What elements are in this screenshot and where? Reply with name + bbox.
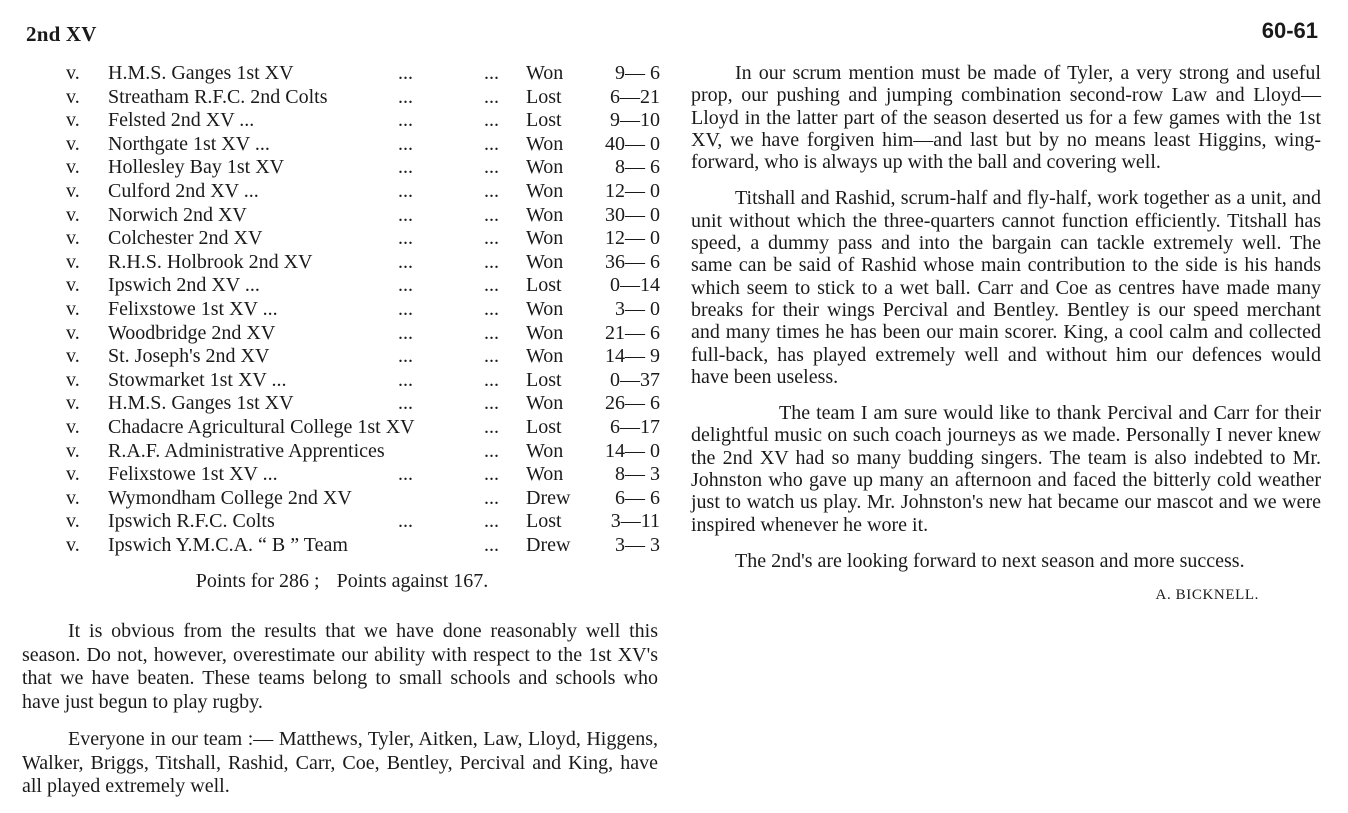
fixture-score: 12— 0 xyxy=(605,227,660,250)
fixture-opponent: Felixstowe 1st XV ... xyxy=(108,463,278,486)
fixture-result: Lost xyxy=(526,510,562,533)
fixture-leader-dots: ... xyxy=(484,415,499,438)
fixture-versus: v. xyxy=(66,486,80,509)
fixture-row xyxy=(22,109,662,133)
fixture-versus: v. xyxy=(66,156,80,179)
fixture-versus: v. xyxy=(66,533,80,556)
fixture-opponent: Felixstowe 1st XV ... xyxy=(108,297,278,320)
fixture-result: Won xyxy=(526,227,564,250)
fixture-result: Lost xyxy=(526,274,562,297)
fixture-leader-dots: ... xyxy=(484,62,499,84)
fixture-versus: v. xyxy=(66,179,80,202)
author-signature: A. BICKNELL. xyxy=(1155,587,1259,604)
fixture-leader-dots: ... xyxy=(484,463,499,486)
fixture-versus: v. xyxy=(66,510,80,533)
fixture-score: 14— 0 xyxy=(605,439,660,462)
fixture-leader-dots: ... xyxy=(398,368,413,391)
fixture-result: Won xyxy=(526,321,564,344)
fixture-leader-dots: ... xyxy=(398,250,413,273)
fixture-row xyxy=(22,369,662,393)
fixture-row xyxy=(22,227,662,251)
fixture-leader-dots: ... xyxy=(484,533,499,556)
left-prose xyxy=(22,620,658,813)
fixture-leader-dots: ... xyxy=(398,345,413,368)
section-title: 2nd XV xyxy=(26,22,97,46)
fixtures-table xyxy=(22,62,662,557)
fixture-versus: v. xyxy=(66,321,80,344)
paragraph-halves: Titshall and Rashid, scrum-half and fly-half, work together as a unit, and unit without which the three-quarters cannot function efficiently. Titshall has speed, a dummy pass and into the bargain can tackle extremely well. The same can be said of Rashid whose main contribution to the side is his hands which seem to stick to a wet ball. Carr and Coe as centres have made many breaks for their wings Percival and Bentley. Bentley is our speed merchant and many times he has been our main scorer. King, a cool calm and collected full-back, has played extremely well and without him our defences would have been useless. xyxy=(691,187,1321,388)
fixture-result: Won xyxy=(526,132,564,155)
fixture-opponent: Streatham R.F.C. 2nd Colts xyxy=(108,85,328,108)
fixture-versus: v. xyxy=(66,368,80,391)
fixture-row xyxy=(22,440,662,464)
fixture-row xyxy=(22,345,662,369)
fixture-versus: v. xyxy=(66,109,80,132)
fixture-leader-dots: ... xyxy=(398,179,413,202)
fixture-result: Won xyxy=(526,156,564,179)
fixture-leader-dots: ... xyxy=(398,463,413,486)
paragraph-next-season: The 2nd's are looking forward to next season and more success. xyxy=(735,549,1245,572)
page-number: 60-61 xyxy=(1261,18,1318,43)
fixture-score: 40— 0 xyxy=(605,132,660,155)
fixture-versus: v. xyxy=(66,297,80,320)
fixture-result: Won xyxy=(526,392,564,415)
fixture-row xyxy=(22,487,662,511)
fixture-score: 6—21 xyxy=(610,85,660,108)
fixture-opponent: St. Joseph's 2nd XV xyxy=(108,345,270,368)
fixture-row xyxy=(22,322,662,346)
fixture-score: 3—11 xyxy=(610,510,660,533)
fixture-result: Won xyxy=(526,463,564,486)
fixture-leader-dots: ... xyxy=(484,250,499,273)
fixture-row xyxy=(22,204,662,228)
fixture-opponent: Felsted 2nd XV ... xyxy=(108,109,255,132)
fixture-opponent: Ipswich 2nd XV ... xyxy=(108,274,260,297)
fixture-score: 14— 9 xyxy=(605,345,660,368)
fixture-row xyxy=(22,62,662,86)
paragraph-results: It is obvious from the results that we have done reasonably well this season. Do not, however, overestimate our ability with respect to the 1st XV's that we have beaten. These teams belong to small schools and schools who have just begun to play rugby. xyxy=(22,620,658,713)
fixture-versus: v. xyxy=(66,274,80,297)
fixture-score: 6—17 xyxy=(610,415,660,438)
fixture-score: 8— 6 xyxy=(615,156,660,179)
fixture-result: Won xyxy=(526,250,564,273)
fixture-leader-dots: ... xyxy=(398,297,413,320)
fixture-opponent: R.H.S. Holbrook 2nd XV xyxy=(108,250,313,273)
fixture-opponent: Wymondham College 2nd XV xyxy=(108,486,352,509)
fixture-versus: v. xyxy=(66,85,80,108)
fixture-leader-dots: ... xyxy=(484,297,499,320)
fixture-score: 0—14 xyxy=(610,274,660,297)
points-against: Points against 167. xyxy=(336,570,489,592)
fixture-result: Lost xyxy=(526,415,562,438)
fixture-leader-dots: ... xyxy=(484,85,499,108)
fixture-opponent: H.M.S. Ganges 1st XV xyxy=(108,392,294,415)
fixture-score: 9— 6 xyxy=(615,62,660,84)
fixture-versus: v. xyxy=(66,415,80,438)
fixture-leader-dots: ... xyxy=(484,156,499,179)
fixture-score: 21— 6 xyxy=(605,321,660,344)
fixture-versus: v. xyxy=(66,250,80,273)
points-summary xyxy=(22,570,662,593)
fixture-opponent: Stowmarket 1st XV ... xyxy=(108,368,287,391)
fixture-opponent: Culford 2nd XV ... xyxy=(108,179,259,202)
fixture-row xyxy=(22,180,662,204)
fixture-leader-dots: ... xyxy=(398,392,413,415)
fixture-result: Lost xyxy=(526,85,562,108)
points-for: Points for 286 ; xyxy=(195,570,320,592)
paragraph-scrum: In our scrum mention must be made of Tyler, a very strong and useful prop, our pushing and jumping combination second-row Law and Lloyd—Lloyd in the latter part of the season deserted us for a few games with the 1st XV, we have forgiven him—and last but by no means least Higgins, wing-forward, who is always up with the ball and covering well. xyxy=(691,62,1321,174)
fixture-leader-dots: ... xyxy=(484,486,499,509)
fixture-score: 6— 6 xyxy=(615,486,660,509)
fixture-score: 30— 0 xyxy=(605,203,660,226)
fixture-leader-dots: ... xyxy=(398,62,413,84)
fixture-leader-dots: ... xyxy=(484,132,499,155)
fixture-result: Won xyxy=(526,439,564,462)
fixture-score: 36— 6 xyxy=(605,250,660,273)
fixture-opponent: Ipswich R.F.C. Colts xyxy=(108,510,275,533)
fixture-leader-dots: ... xyxy=(484,321,499,344)
fixture-result: Drew xyxy=(526,533,571,556)
fixture-row xyxy=(22,133,662,157)
fixture-result: Won xyxy=(526,297,564,320)
fixture-score: 8— 3 xyxy=(615,463,660,486)
fixture-row xyxy=(22,463,662,487)
fixture-leader-dots: ... xyxy=(484,203,499,226)
fixture-versus: v. xyxy=(66,62,80,84)
fixture-opponent: Chadacre Agricultural College 1st XV xyxy=(108,415,415,438)
fixture-leader-dots: ... xyxy=(484,227,499,250)
fixture-leader-dots: ... xyxy=(484,368,499,391)
fixture-versus: v. xyxy=(66,392,80,415)
fixture-result: Won xyxy=(526,62,564,84)
fixture-leader-dots: ... xyxy=(398,85,413,108)
fixture-row xyxy=(22,416,662,440)
fixture-opponent: R.A.F. Administrative Apprentices xyxy=(108,439,385,462)
fixture-leader-dots: ... xyxy=(484,345,499,368)
fixture-versus: v. xyxy=(66,227,80,250)
fixture-opponent: Ipswich Y.M.C.A. “ B ” Team xyxy=(108,533,348,556)
fixture-row xyxy=(22,274,662,298)
fixture-score: 26— 6 xyxy=(605,392,660,415)
fixture-leader-dots: ... xyxy=(484,109,499,132)
fixture-row xyxy=(22,86,662,110)
paragraph-team-list: Everyone in our team :— Matthews, Tyler, Aitken, Law, Lloyd, Higgens, Walker, Briggs, Titshall, Rashid, Carr, Coe, Bentley, Percival and King, have all played extremely well. xyxy=(22,728,658,797)
fixture-row xyxy=(22,510,662,534)
fixture-leader-dots: ... xyxy=(484,274,499,297)
right-prose xyxy=(691,62,1321,621)
fixture-row xyxy=(22,156,662,180)
fixture-row xyxy=(22,298,662,322)
fixture-row xyxy=(22,251,662,275)
fixture-score: 9—10 xyxy=(610,109,660,132)
fixture-opponent: H.M.S. Ganges 1st XV xyxy=(108,62,294,84)
fixture-result: Won xyxy=(526,179,564,202)
fixture-versus: v. xyxy=(66,439,80,462)
fixture-opponent: Norwich 2nd XV xyxy=(108,203,247,226)
fixture-score: 3— 3 xyxy=(615,533,660,556)
fixture-leader-dots: ... xyxy=(484,392,499,415)
fixture-score: 3— 0 xyxy=(615,297,660,320)
fixture-leader-dots: ... xyxy=(398,274,413,297)
fixture-score: 12— 0 xyxy=(605,179,660,202)
fixture-leader-dots: ... xyxy=(398,156,413,179)
fixture-result: Won xyxy=(526,345,564,368)
fixture-leader-dots: ... xyxy=(398,321,413,344)
fixture-leader-dots: ... xyxy=(484,510,499,533)
fixture-leader-dots: ... xyxy=(484,439,499,462)
fixture-opponent: Woodbridge 2nd XV xyxy=(108,321,276,344)
fixture-opponent: Hollesley Bay 1st XV xyxy=(108,156,285,179)
fixture-row xyxy=(22,534,662,558)
fixture-row xyxy=(22,392,662,416)
fixture-leader-dots: ... xyxy=(398,510,413,533)
fixture-opponent: Colchester 2nd XV xyxy=(108,227,263,250)
fixture-leader-dots: ... xyxy=(398,109,413,132)
fixture-versus: v. xyxy=(66,203,80,226)
fixture-score: 0—37 xyxy=(610,368,660,391)
fixture-result: Won xyxy=(526,203,564,226)
fixture-result: Drew xyxy=(526,486,571,509)
fixture-opponent: Northgate 1st XV ... xyxy=(108,132,270,155)
fixture-versus: v. xyxy=(66,132,80,155)
fixture-leader-dots: ... xyxy=(398,203,413,226)
fixture-leader-dots: ... xyxy=(398,227,413,250)
fixture-result: Lost xyxy=(526,109,562,132)
fixture-versus: v. xyxy=(66,463,80,486)
fixture-versus: v. xyxy=(66,345,80,368)
fixture-leader-dots: ... xyxy=(484,179,499,202)
fixture-result: Lost xyxy=(526,368,562,391)
paragraph-thanks: The team I am sure would like to thank Percival and Carr for their delightful music on such coach journeys as we made. Personally I never knew the 2nd XV had so many budding singers. The team is also indebted to Mr. Johnston who gave up many an afternoon and faced the bitterly cold weather just to watch us play. Mr. Johnston's new hat became our mascot and we were inspired whenever he wore it. xyxy=(691,402,1321,536)
fixture-leader-dots: ... xyxy=(398,132,413,155)
